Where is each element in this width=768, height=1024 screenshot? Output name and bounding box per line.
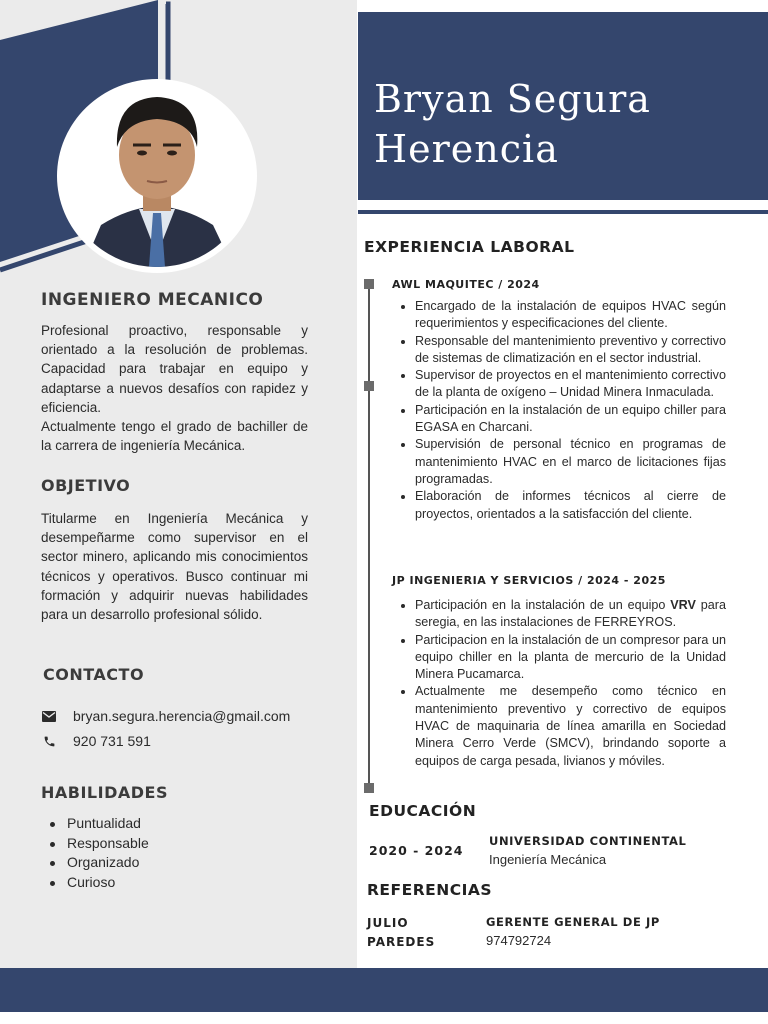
skills-list — [41, 814, 149, 892]
timeline-marker — [364, 381, 374, 391]
name-header — [358, 12, 768, 200]
list-item: Supervisión de personal técnico en programas de mantenimiento HVAC en el marco de licitaciones fijas programadas. — [397, 436, 726, 488]
name-line-2: Herencia — [374, 127, 559, 171]
name-line-1: Bryan Segura — [374, 77, 651, 121]
bullet-text: Participación en la instalación de un equipo — [415, 598, 671, 612]
phone-icon — [41, 733, 57, 749]
list-item: Curioso — [41, 873, 149, 893]
contact-email: bryan.segura.herencia@gmail.com — [73, 708, 291, 724]
reference-name-line-2: PAREDES — [367, 934, 436, 949]
job-title-jp: JP INGENIERIA Y SERVICIOS / 2024 - 2025 — [392, 574, 666, 587]
education-school: UNIVERSIDAD CONTINENTAL — [489, 834, 687, 848]
list-item — [397, 597, 726, 632]
bullet-text: para seregia, en las instalaciones de FERREYROS. — [415, 598, 726, 630]
timeline-marker — [364, 279, 374, 289]
education-degree: Ingeniería Mecánica — [489, 852, 607, 867]
contact-phone-row[interactable] — [41, 733, 151, 749]
list-item: Responsable del mantenimiento preventivo y correctivo de sistemas de climatización en el sector industrial. — [397, 333, 726, 368]
job-bullets-awl — [397, 298, 726, 523]
contact-phone: 920 731 591 — [73, 733, 151, 749]
list-item: Supervisor de proyectos en el mantenimiento correctivo de la planta de oxígeno – Unidad Minera Inmaculada. — [397, 367, 726, 402]
references-title: REFERENCIAS — [367, 881, 492, 899]
footer-bar — [0, 968, 768, 1012]
list-item: Responsable — [41, 834, 149, 854]
full-name — [374, 74, 651, 174]
list-item: Encargado de la instalación de equipos HVAC según requerimientos y especificaciones del cliente. — [397, 298, 726, 333]
list-item: Organizado — [41, 853, 149, 873]
role-title: INGENIERO MECANICO — [41, 290, 264, 310]
timeline-marker — [364, 783, 374, 793]
list-item: Actualmente me desempeño como técnico en mantenimiento preventivo y correctivo de equipos HVAC de maquinaria de línea amarilla en Sociedad Minera Cerro Verde (SMCV), brindando soporte a equipos de carga pesada, livianos y móviles. — [397, 683, 726, 769]
timeline-line — [368, 284, 370, 788]
education-years: 2020 - 2024 — [369, 843, 464, 858]
list-item: Participacion en la instalación de un compresor para un equipo chiller en la planta de mercurio de la Unidad Minera Pucamarca. — [397, 632, 726, 684]
experience-title: EXPERIENCIA LABORAL — [364, 238, 575, 256]
objective-title: OBJETIVO — [41, 476, 131, 495]
envelope-icon — [41, 708, 57, 724]
profile-photo — [57, 79, 257, 273]
contact-title: CONTACTO — [43, 665, 145, 684]
reference-name-line-1: JULIO — [367, 916, 409, 930]
list-item: Puntualidad — [41, 814, 149, 834]
job-bullets-jp — [397, 597, 726, 770]
profile-summary — [41, 321, 308, 455]
bullet-text-bold: VRV — [670, 598, 696, 612]
reference-phone: 974792724 — [486, 933, 552, 948]
profile-summary-text: Profesional proactivo, responsable y orientado a la resolución de problemas. Capacidad para trabajar en equipo y adaptarse a nuevos desafíos con rapidez y eficiencia. — [41, 323, 308, 415]
contact-email-row[interactable] — [41, 708, 290, 724]
list-item: Participación en la instalación de un equipo chiller para EGASA en Charcani. — [397, 402, 726, 437]
reference-name — [367, 914, 435, 951]
left-column — [0, 0, 357, 968]
job-title-awl: AWL MAQUITEC / 2024 — [392, 278, 540, 291]
profile-summary-text-2: Actualmente tengo el grado de bachiller de la carrera de ingeniería Mecánica. — [41, 419, 308, 454]
education-title: EDUCACIÓN — [369, 802, 477, 820]
skills-title: HABILIDADES — [41, 783, 168, 802]
objective-text: Titularme en Ingeniería Mecánica y desempeñarme como supervisor en el sector minero, aplicando mis conocimientos técnicos y operativos. Busco continuar mi formación y adquirir nuevas habilidades para un desarrollo profesional sólido. — [41, 511, 308, 623]
list-item: Elaboración de informes técnicos al cierre de proyectos, orientados a la satisfacción del cliente. — [397, 488, 726, 523]
reference-role: GERENTE GENERAL DE JP — [486, 915, 660, 929]
header-divider — [358, 210, 768, 214]
